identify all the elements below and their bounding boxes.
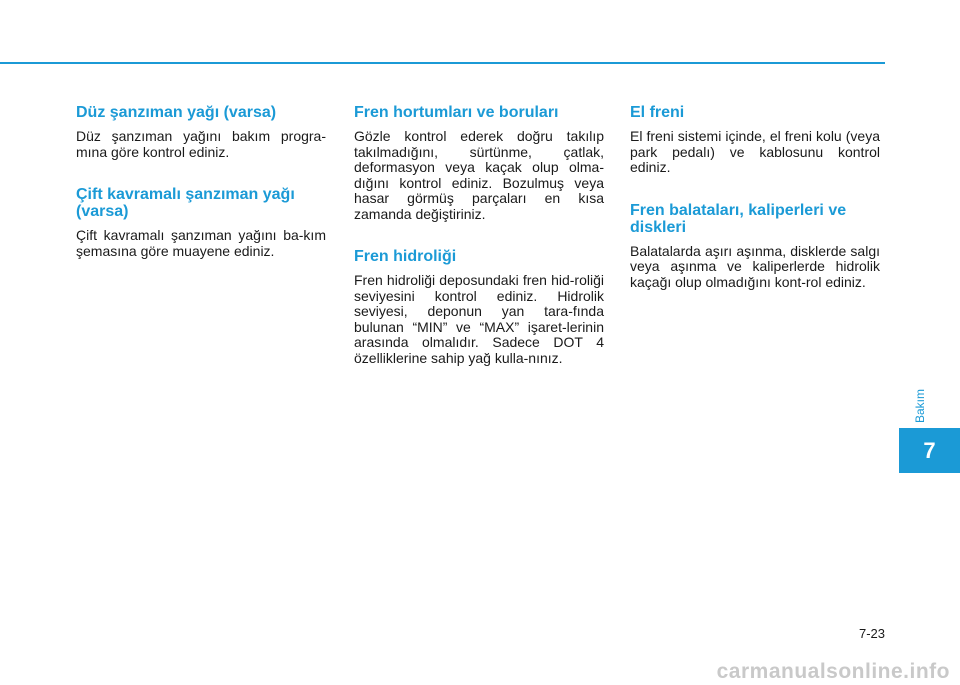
- section-body-brake-pads: Balatalarda aşırı aşınma, disklerde salgı veya aşınma ve kaliperlerde hidrolik kaçağı olup olmadığını kont-rol ediniz.: [630, 242, 880, 290]
- section-body-manual-transmission-oil: Düz şanzıman yağını bakım progra-mına göre kontrol ediniz.: [76, 128, 326, 160]
- column-1: [76, 104, 326, 285]
- section-body-brake-hoses: Gözle kontrol ederek doğru takılıp takılmadığını, sürtünme, çatlak, deformasyon veya kaçak olup olma-dığını kontrol ediniz. Bozulmuş veya hasar görmüş parçaları en kısa zamanda değiştiriniz.: [354, 128, 604, 222]
- section-body-brake-fluid: Fren hidroliği deposundaki fren hid-roliği seviyesini kontrol ediniz. Hidrolik seviyesi, deponun yan tara-fında bulunan “MIN” ve “MAX” işaret-lerinin arasında olmalıdır. Sadece DOT 4 özelliklerine sahip yağ kulla-nınız.: [354, 272, 604, 366]
- section-heading-manual-transmission-oil: Düz şanzıman yağı (varsa): [76, 104, 277, 121]
- section-body-dual-clutch-oil: Çift kavramalı şanzıman yağını ba-kım şemasına göre muayene ediniz.: [76, 227, 326, 259]
- header-rule: [0, 62, 885, 64]
- column-2: [354, 104, 604, 392]
- watermark: carmanualsonline.info: [716, 660, 950, 683]
- column-3: [630, 104, 880, 316]
- section-body-parking-brake: El freni sistemi içinde, el freni kolu (veya park pedalı) ve kablosunu kontrol ediniz.: [630, 128, 880, 175]
- chapter-side-label: Bakım: [913, 389, 927, 424]
- section-heading-dual-clutch-oil: Çift kavramalı şanzıman yağı (varsa): [76, 186, 295, 220]
- chapter-tab: 7: [899, 428, 960, 473]
- page-number: 7-23: [858, 626, 885, 641]
- section-heading-brake-hoses: Fren hortumları ve boruları: [354, 104, 559, 121]
- section-heading-brake-fluid: Fren hidroliği: [354, 248, 457, 265]
- section-heading-brake-pads: Fren balataları, kaliperleri ve diskleri: [630, 201, 847, 236]
- section-heading-parking-brake: El freni: [630, 104, 685, 121]
